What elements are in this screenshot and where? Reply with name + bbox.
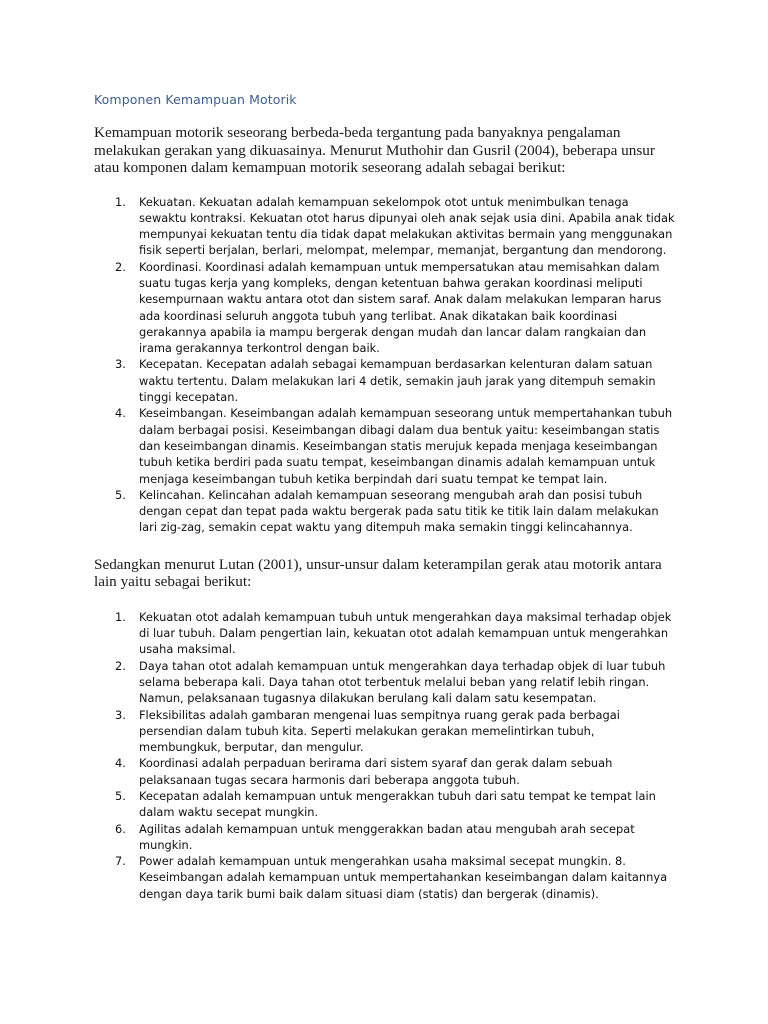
document-page	[94, 92, 676, 902]
list-item	[94, 658, 676, 707]
list-text: Kecepatan adalah kemampuan untuk mengerakkan tubuh dari satu tempat ke tempat lain dalam waktu secepat mungkin.	[139, 789, 656, 820]
motor-components-list-1	[94, 194, 676, 536]
list-number: 5.	[115, 487, 126, 502]
list-text: Kekuatan. Kekuatan adalah kemampuan sekelompok otot untuk menimbulkan tenaga sewaktu kontraksi. Kekuatan otot harus dipunyai oleh anak sejak usia dini. Apabila anak tidak mempunyai kekuatan tentu dia tidak dapat melakukan aktivitas bermain yang menggunakan fisik seperti berjalan, berlari, melompat, melempar, memanjat, bergantung dan mendorong.	[139, 194, 675, 258]
list-text: Power adalah kemampuan untuk mengerahkan usaha maksimal secepat mungkin. 8. Keseimbangan adalah kemampuan untuk mempertahankan keseimbangan dalam kaitannya dengan daya tarik bumi baik dalam situasi diam (statis) dan bergerak (dinamis).	[139, 854, 668, 901]
document-heading: Komponen Kemampuan Motorik	[94, 92, 297, 107]
list-number: 2.	[115, 658, 126, 673]
list-item	[94, 487, 676, 536]
list-number: 2.	[115, 259, 126, 274]
list-item	[94, 821, 676, 854]
list-number: 3.	[115, 357, 126, 372]
list-item	[94, 259, 676, 357]
intro-paragraph-1: Kemampuan motorik seseorang berbeda-beda tergantung pada banyaknya pengalaman melakukan gerakan yang dikuasainya. Menurut Muthohir dan Gusril (2004), beberapa unsur atau komponen dalam kemampuan motorik seseorang adalah sebagai berikut:	[94, 124, 655, 176]
list-text: Kelincahan. Kelincahan adalah kemampuan seseorang mengubah arah dan posisi tubuh dengan cepat dan tepat pada waktu bergerak pada satu titik ke titik lain dalam melakukan lari zig-zag, semakin cepat waktu yang ditempuh maka semakin tinggi kelincahannya.	[139, 487, 659, 535]
list-text: Kecepatan. Kecepatan adalah sebagai kemampuan berdasarkan kelenturan dalam satuan waktu tertentu. Dalam melakukan lari 4 detik, semakin jauh jarak yang ditempuh semakin tinggi kecepatan.	[139, 357, 656, 405]
list-text: Koordinasi. Koordinasi adalah kemampuan untuk mempersatukan atau memisahkan dalam suatu tugas kerja yang kompleks, dengan ketentuan bahwa gerakan koordinasi meliputi kesempurnaan waktu antara otot dan sistem saraf. Anak dalam melakukan lemparan harus ada koordinasi seluruh anggota tubuh yang terlibat. Anak dikatakan baik koordinasi gerakannya apabila ia mampu bergerak dengan mudah dan lancar dalam rangkaian dan irama gerakannya terkontrol dengan baik.	[139, 259, 662, 356]
list-item	[94, 788, 676, 821]
list-number: 4.	[115, 756, 126, 771]
list-text: Kekuatan otot adalah kemampuan tubuh untuk mengerahkan daya maksimal terhadap objek di luar tubuh. Dalam pengertian lain, kekuatan otot adalah kemampuan untuk mengerahkan usaha maksimal.	[139, 609, 672, 657]
list-number: 7.	[115, 854, 126, 869]
list-number: 1.	[115, 194, 126, 209]
list-text: Fleksibilitas adalah gambaran mengenai luas sempitnya ruang gerak pada berbagai persendian dalam tubuh kita. Seperti melakukan gerakan memelintirkan tubuh, membungkuk, berputar, dan mengulur.	[139, 707, 620, 755]
list-text: Agilitas adalah kemampuan untuk menggerakkan badan atau mengubah arah secepat mungkin.	[139, 821, 635, 852]
list-text: Koordinasi adalah perpaduan berirama dari sistem syaraf dan gerak dalam sebuah pelaksanaan tugas secara harmonis dari beberapa anggota tubuh.	[139, 756, 613, 787]
list-item	[94, 609, 676, 658]
list-number: 1.	[115, 609, 126, 624]
list-item	[94, 755, 676, 788]
intro-paragraph-2: Sedangkan menurut Lutan (2001), unsur-unsur dalam keterampilan gerak atau motorik antara lain yaitu sebagai berikut:	[94, 555, 662, 591]
list-item	[94, 194, 676, 259]
list-number: 3.	[115, 707, 126, 722]
list-text: Keseimbangan. Keseimbangan adalah kemampuan seseorang untuk mempertahankan tubuh dalam berbagai posisi. Keseimbangan dibagi dalam dua bentuk yaitu: keseimbangan statis dan keseimbangan dinamis. Keseimbangan statis merujuk kepada menjaga keseimbangan tubuh ketika berdiri pada suatu tempat, keseimbangan dinamis adalah kemampuan untuk menjaga keseimbangan tubuh ketika berpindah dari suatu tempat ke tempat lain.	[139, 406, 673, 486]
motor-components-list-2	[94, 609, 676, 902]
list-number: 6.	[115, 821, 126, 836]
list-number: 5.	[115, 789, 126, 803]
list-item	[94, 405, 676, 486]
list-item	[94, 853, 676, 902]
list-item	[94, 707, 676, 756]
list-text: Daya tahan otot adalah kemampuan untuk mengerahkan daya terhadap objek di luar tubuh selama beberapa kali. Daya tahan otot terbentuk melalui beban yang relatif lebih ringan. Namun, pelaksanaan tugasnya dilakukan berulang kali dalam satu kesempatan.	[139, 658, 666, 706]
list-number: 4.	[115, 406, 126, 421]
list-item	[94, 356, 676, 405]
